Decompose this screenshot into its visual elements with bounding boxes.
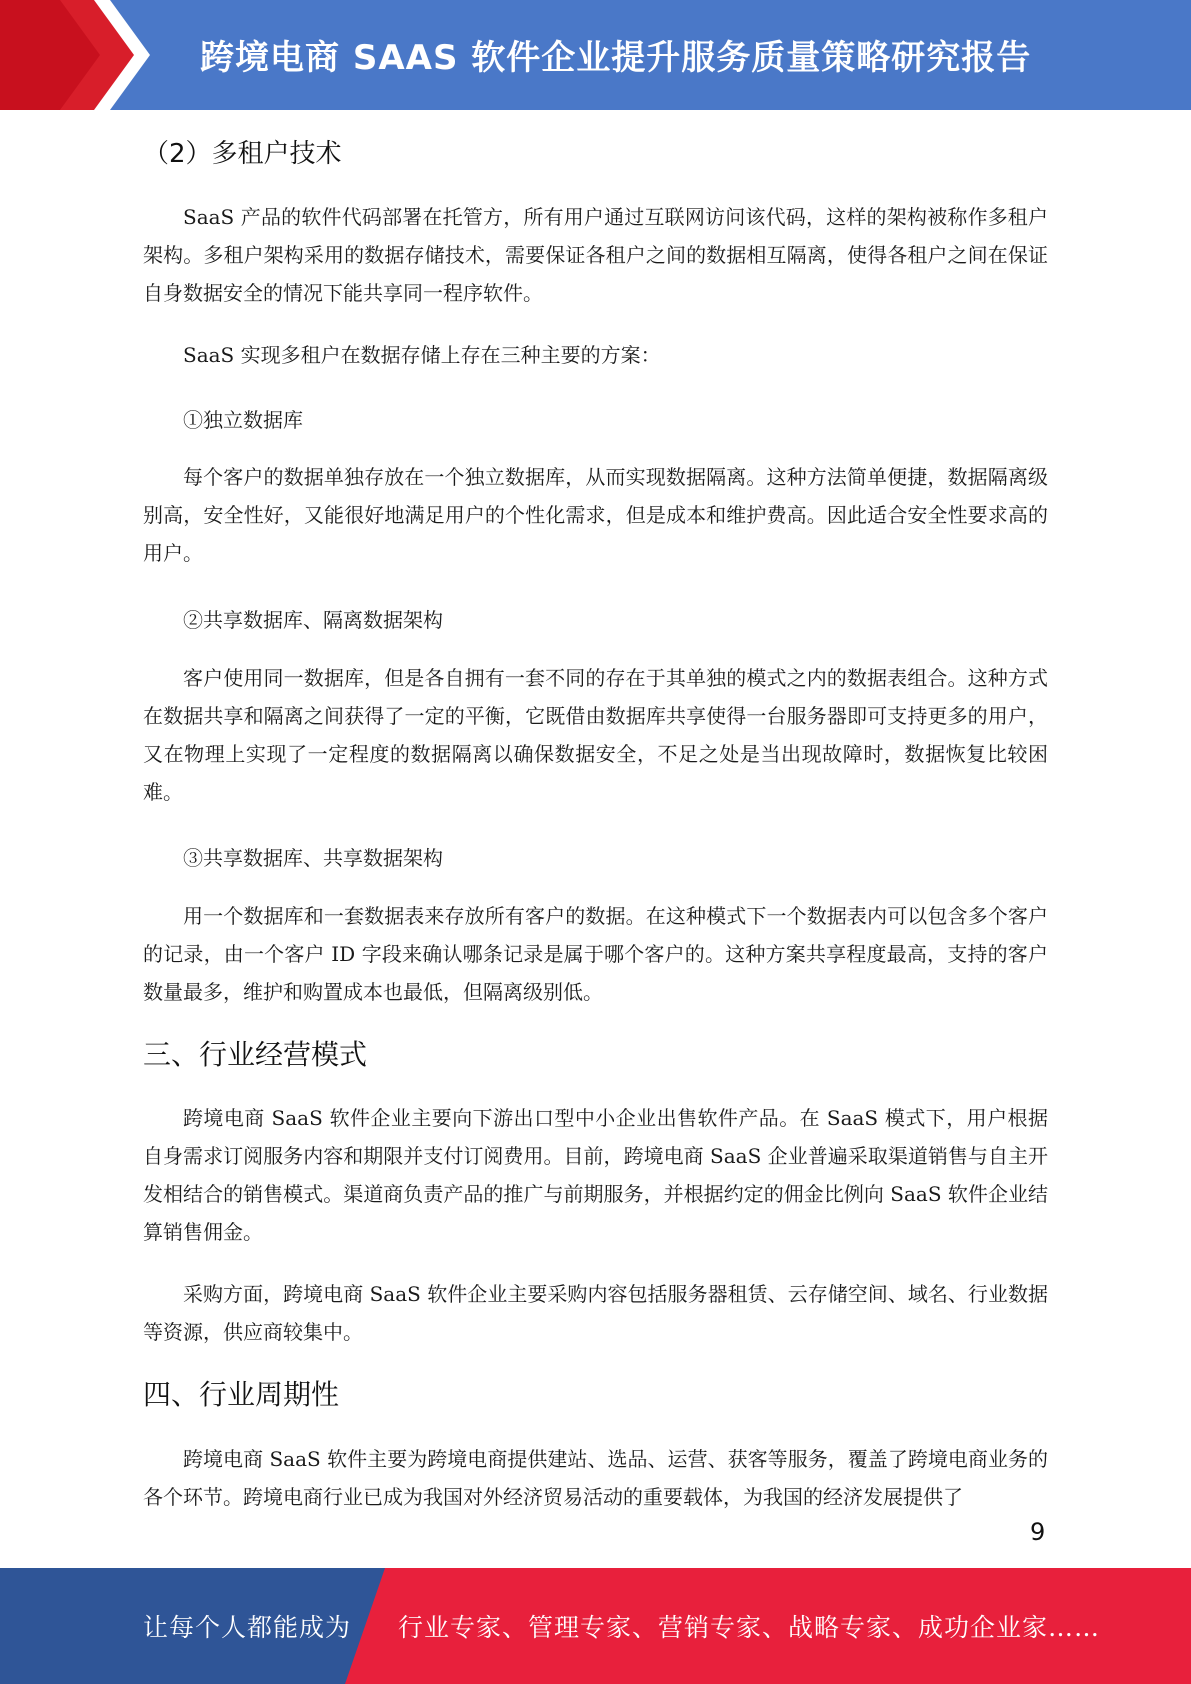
section-heading-cyclicality: 四、行业周期性 — [143, 1378, 340, 1411]
list-item-heading: ③共享数据库、共享数据架构 — [183, 846, 443, 870]
paragraph: 每个客户的数据单独存放在一个独立数据库，从而实现数据隔离。这种方法简单便捷，数据隔离级别高，安全性好，又能很好地满足用户的个性化需求，但是成本和维护费高。因此适合安全性要求高的用户。 — [143, 465, 1048, 565]
paragraph: SaaS 实现多租户在数据存储上存在三种主要的方案： — [183, 343, 661, 367]
footer-slogan-left: 让每个人都能成为 — [143, 1613, 352, 1642]
paragraph: 跨境电商 SaaS 软件主要为跨境电商提供建站、选品、运营、获客等服务，覆盖了跨境电商业务的各个环节。跨境电商行业已成为我国对外经济贸易活动的重要载体，为我国的经济发展提供了 — [143, 1447, 1048, 1509]
paragraph: 采购方面，跨境电商 SaaS 软件企业主要采购内容包括服务器租赁、云存储空间、域名、行业数据等资源，供应商较集中。 — [143, 1282, 1048, 1344]
footer-banner — [0, 1568, 1191, 1684]
page-number: 9 — [1030, 1518, 1046, 1546]
report-title: 跨境电商 SAAS 软件企业提升服务质量策略研究报告 — [200, 38, 1032, 78]
subheading-multi-tenant: （2）多租户技术 — [143, 139, 342, 169]
list-item-heading: ②共享数据库、隔离数据架构 — [183, 608, 443, 632]
list-item-heading: ①独立数据库 — [183, 408, 303, 432]
paragraph: 跨境电商 SaaS 软件企业主要向下游出口型中小企业出售软件产品。在 SaaS 模式下，用户根据自身需求订阅服务内容和期限并支付订阅费用。目前，跨境电商 SaaS 企业普遍采取渠道销售与自主开发相结合的销售模式。渠道商负责产品的推广与前期服务，并根据约定的佣金比例向 SaaS 软件企业结算销售佣金。 — [143, 1106, 1048, 1244]
header-banner — [0, 0, 1191, 110]
paragraph: SaaS 产品的软件代码部署在托管方，所有用户通过互联网访问该代码，这样的架构被称作多租户架构。多租户架构采用的数据存储技术，需要保证各租户之间的数据相互隔离，使得各租户之间在保证自身数据安全的情况下能共享同一程序软件。 — [143, 205, 1048, 305]
paragraph: 客户使用同一数据库，但是各自拥有一套不同的存在于其单独的模式之内的数据表组合。这种方式在数据共享和隔离之间获得了一定的平衡，它既借由数据库共享使得一台服务器即可支持更多的用户，又在物理上实现了一定程度的数据隔离以确保数据安全，不足之处是当出现故障时，数据恢复比较困难。 — [143, 666, 1048, 804]
footer-slogan-right: 行业专家、管理专家、营销专家、战略专家、成功企业家…… — [398, 1613, 1101, 1642]
section-heading-business-model: 三、行业经营模式 — [143, 1038, 368, 1071]
paragraph: 用一个数据库和一套数据表来存放所有客户的数据。在这种模式下一个数据表内可以包含多个客户的记录，由一个客户 ID 字段来确认哪条记录是属于哪个客户的。这种方案共享程度最高，支持的客户数量最多，维护和购置成本也最低，但隔离级别低。 — [143, 904, 1048, 1004]
